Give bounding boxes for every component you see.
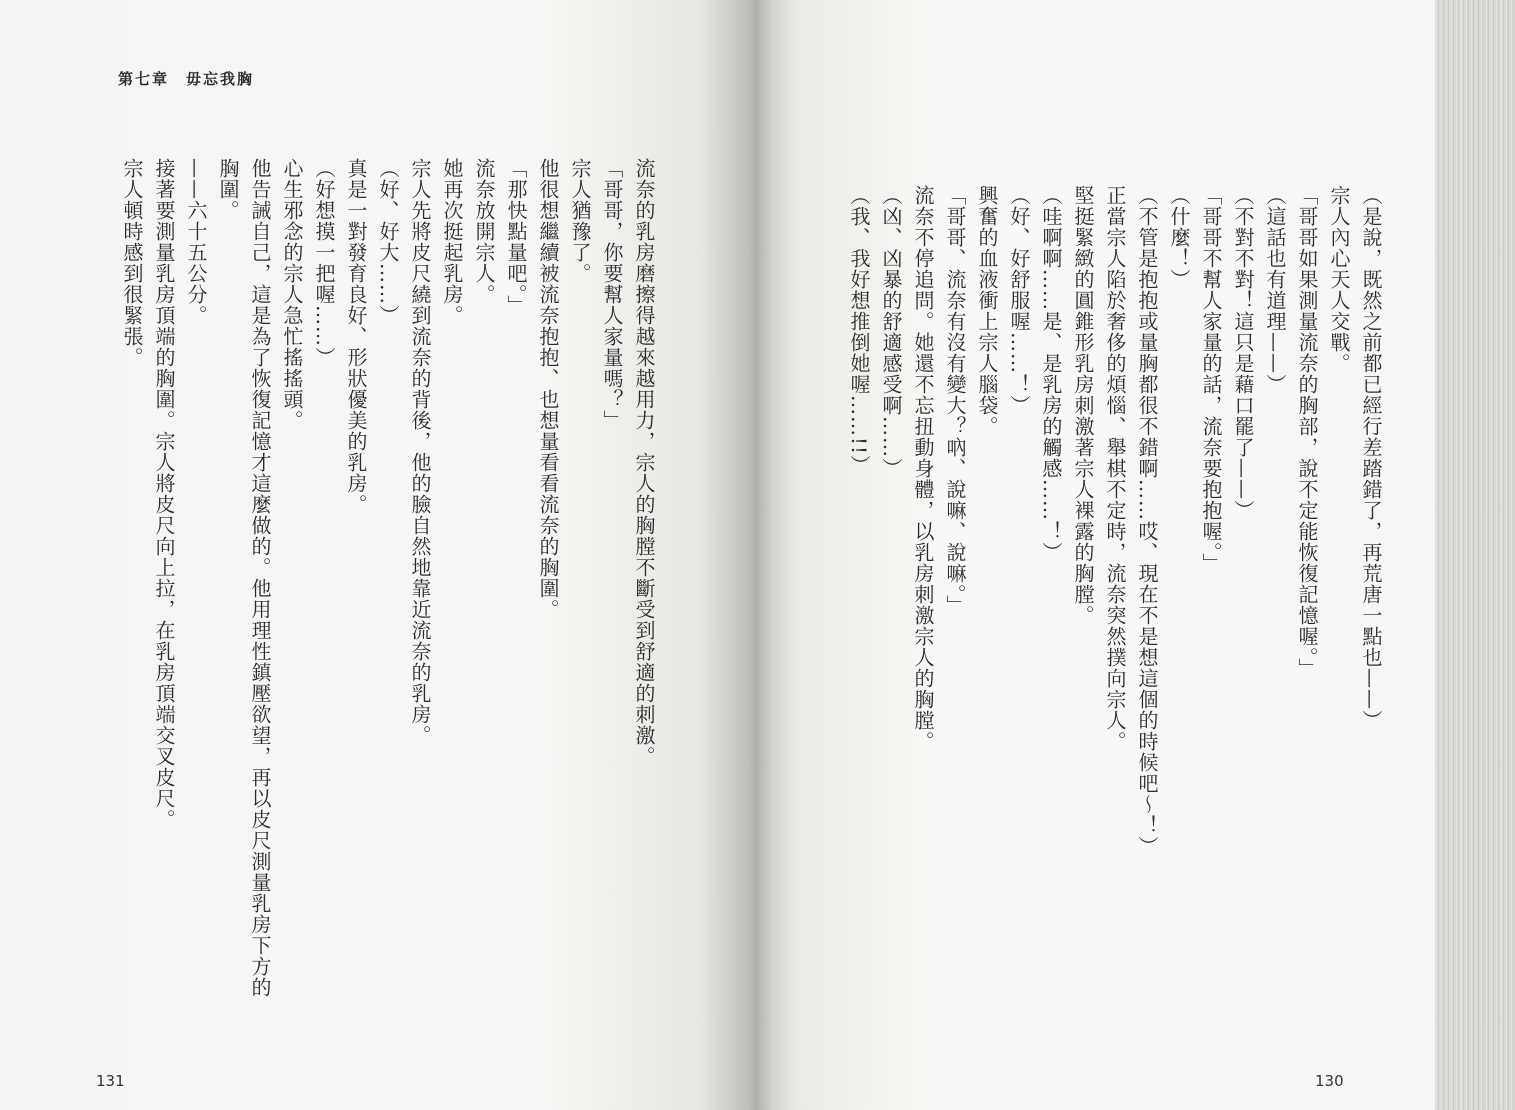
- text-line: （凶、凶暴的舒適感受啊……）: [879, 185, 903, 479]
- text-line: 「那快點量吧。」: [504, 158, 528, 316]
- running-header: 第七章 毋忘我胸: [118, 70, 255, 88]
- right-page: [757, 0, 1515, 1110]
- text-line: （是說，既然之前都已經行差踏錯了，再荒唐一點也——）: [1359, 185, 1383, 731]
- text-line: （好想摸一把喔……）: [312, 158, 336, 368]
- text-line: 她再次挺起乳房。: [440, 158, 464, 326]
- text-line: 堅挺緊緻的圓錐形乳房刺激著宗人裸露的胸膛。: [1071, 185, 1095, 626]
- text-line: 正當宗人陷於奢侈的煩惱、舉棋不定時，流奈突然撲向宗人。: [1103, 185, 1127, 752]
- text-line: 他告誡自己，這是為了恢復記憶才這麼做的。他用理性鎮壓欲望，再以皮尺測量乳房下方的: [248, 158, 272, 998]
- page-number: 131: [96, 1072, 125, 1090]
- left-page-text: [100, 158, 660, 1018]
- text-line: 「哥哥、流奈有沒有變大？吶、說嘛、說嘛。」: [943, 185, 967, 616]
- text-line: （不管是抱抱或量胸都很不錯啊……哎、現在不是想這個的時候吧～！）: [1135, 185, 1159, 857]
- text-line: 「哥哥，你要幫人家量嗎？」: [600, 158, 624, 431]
- text-line: （哇啊啊……是、是乳房的觸感……！）: [1039, 185, 1063, 563]
- text-line: 宗人猶豫了。: [568, 158, 592, 284]
- text-line: 流奈放開宗人。: [472, 158, 496, 305]
- text-line: 「哥哥不幫人家量的話，流奈要抱抱喔。」: [1199, 185, 1223, 574]
- text-line: 胸圍。: [216, 158, 240, 221]
- text-line: 宗人內心天人交戰。: [1327, 185, 1351, 374]
- text-line: （好、好大……）: [376, 158, 400, 326]
- text-line: 真是一對發育良好、形狀優美的乳房。: [344, 158, 368, 515]
- text-line: 興奮的血液衝上宗人腦袋。: [975, 185, 999, 437]
- text-line: （我、我好想推倒她喔……!!）: [847, 185, 871, 477]
- text-line: （不對不對！這只是藉口罷了——）: [1231, 185, 1255, 521]
- page-edges: [1435, 0, 1515, 1110]
- text-line: 流奈的乳房磨擦得越來越用力，宗人的胸膛不斷受到舒適的刺激。: [632, 158, 656, 767]
- text-line: ——六十五公分。: [184, 158, 208, 326]
- left-page: [0, 0, 757, 1110]
- text-line: （好、好舒服喔……！）: [1007, 185, 1031, 416]
- text-line: 宗人頓時感到很緊張。: [120, 158, 144, 368]
- text-line: 「哥哥如果測量流奈的胸部，說不定能恢復記憶喔。」: [1295, 185, 1319, 679]
- text-line: 他很想繼續被流奈抱抱、也想量看看流奈的胸圍。: [536, 158, 560, 620]
- right-page-text: [807, 185, 1387, 1015]
- text-line: 流奈不停追問。她還不忘扭動身體，以乳房刺激宗人的胸膛。: [911, 185, 935, 752]
- text-line: （這話也有道理——）: [1263, 185, 1287, 395]
- text-line: （什麼！）: [1167, 185, 1191, 290]
- page-number: 130: [1315, 1072, 1344, 1090]
- text-line: 宗人先將皮尺繞到流奈的背後，他的臉自然地靠近流奈的乳房。: [408, 158, 432, 746]
- text-line: 接著要測量乳房頂端的胸圍。宗人將皮尺向上拉，在乳房頂端交叉皮尺。: [152, 158, 176, 830]
- text-line: 心生邪念的宗人急忙搖搖頭。: [280, 158, 304, 431]
